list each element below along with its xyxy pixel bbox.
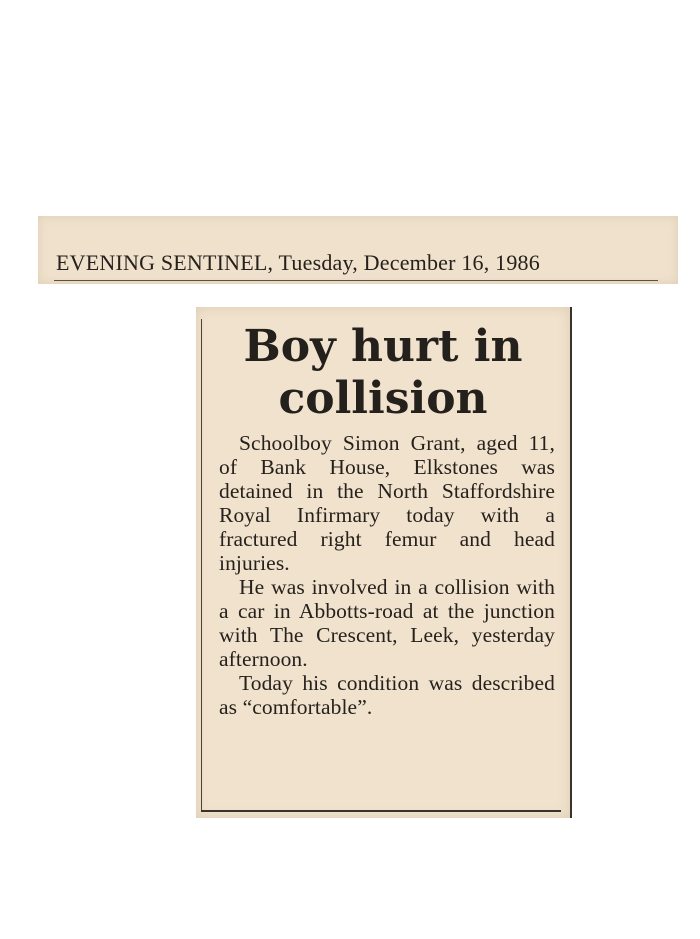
column-rule-bottom: [201, 810, 561, 812]
article-body: [219, 431, 555, 719]
article-paragraph-1: Schoolboy Simon Grant, aged 11, of Bank House, Elkstones was detained in the North Staffordshire Royal Infirmary today with a fractured right femur and head injuries.: [219, 431, 555, 575]
headline-line-1: Boy hurt in: [243, 321, 523, 372]
column-rule-right: [570, 307, 572, 818]
article-paragraph-3: Today his condition was described as “comfortable”.: [219, 671, 555, 719]
article-paragraph-2: He was involved in a collision with a car in Abbotts-road at the junction with The Crescent, Leek, yesterday afternoon.: [219, 575, 555, 671]
masthead-rule: [54, 280, 658, 281]
article-clipping: [196, 307, 570, 818]
article-headline: [208, 321, 558, 425]
newspaper-dateline: EVENING SENTINEL, Tuesday, December 16, 1986: [56, 250, 540, 275]
headline-line-2: collision: [278, 373, 488, 424]
masthead-clipping: [38, 216, 678, 284]
column-rule-left: [201, 319, 202, 811]
